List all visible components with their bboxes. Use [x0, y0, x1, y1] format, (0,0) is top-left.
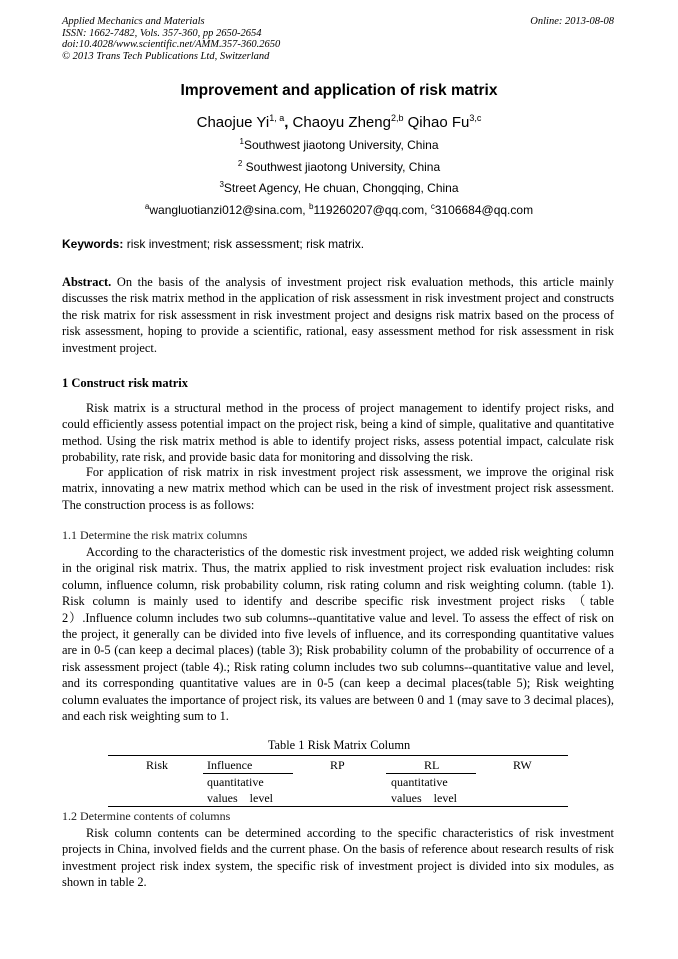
rl-subrule	[386, 773, 476, 774]
table-subheader: values level	[391, 791, 457, 805]
table-top-rule	[108, 755, 568, 756]
affil-sup: 3	[219, 180, 224, 189]
online-date: Online: 2013-08-08	[530, 16, 614, 27]
paragraph: For application of risk matrix in risk investment project risk assessment, we improve the original risk matrix, innovating a new matrix method which can be used in the risk of investment project risk assessment. The construction process is as follows:	[62, 465, 614, 512]
copyright-line: © 2013 Trans Tech Publications Ltd, Switzerland	[62, 50, 270, 62]
subsection-heading: 1.2 Determine contents of columns	[62, 809, 231, 823]
paper-title: Improvement and application of risk matrix	[180, 82, 498, 99]
affiliation-3	[0, 181, 678, 195]
table-subheader: quantitative	[391, 775, 448, 789]
email-text: wangluotianzi012@sina.com,	[149, 203, 309, 217]
table-subheader: values level	[207, 791, 273, 805]
author-name: Chaoyu Zheng	[292, 114, 391, 131]
table-header-risk: Risk	[146, 758, 169, 772]
journal-name: Applied Mechanics and Materials	[62, 16, 205, 27]
affiliation-1	[0, 138, 678, 152]
affil-text: Southwest jiaotong University, China	[243, 138, 439, 152]
section-heading: 1 Construct risk matrix	[62, 376, 189, 390]
table-caption: Table 1 Risk Matrix Column	[267, 738, 411, 752]
table-header-rw: RW	[513, 758, 532, 772]
table-header-influence: Influence	[207, 758, 253, 772]
subsection-heading: 1.1 Determine the risk matrix columns	[62, 528, 248, 542]
paragraph: Risk column contents can be determined according to the specific characteristics of risk investment projects in China, involved fields and the current phase. On the basis of reference about research results of risk investment project risk index system, the specific risk of investment project is divided into six modules, as shown in table 2.	[62, 826, 614, 890]
email-sup: b	[308, 202, 314, 211]
keywords-text: risk investment; risk assessment; risk matrix.	[123, 237, 365, 251]
abstract-text: On the basis of the analysis of investment project risk evaluation methods, this article mainly discusses the risk matrix method in the application of risk assessment in risk investment project and constructs the risk matrix for risk assessment in risk investment project and designs risk matrix based on the process of risk assessment, hoping to provide a scientific, rational, easy assessment method for risk assessment in risk investment project.	[62, 275, 614, 355]
table-header-rl: RL	[424, 758, 440, 772]
author-name: Chaojue Yi	[196, 114, 270, 131]
email-sup: c	[430, 202, 435, 211]
affil-text: Street Agency, He chuan, Chongqing, China	[223, 181, 459, 195]
abstract-label: Abstract.	[62, 275, 112, 289]
paragraph: Risk matrix is a structural method in the process of project management to identify project risks, and could efficiently assess potential impact on the project risk, being a kind of simple, qualitative and quantitative method. Using the risk matrix method is able to identify project risks, assess potential impact, calculate risk probability, rate risk, and provide basic data for monitoring and dissolving the risk.	[62, 401, 614, 465]
table-bottom-rule	[108, 806, 568, 807]
paragraph: According to the characteristics of the domestic risk investment project, we added risk weighting column in the original risk matrix. Thus, the matrix applied to risk investment project risk evaluation includes: risk column, influence column, risk probability column, risk rating column and risk weighting column. (table 1). Risk column is mainly used to identify and describe specific risk investment project risks （table 2）.Influence column includes two sub columns--quantitative value and level. To assess the effect of risk on the project, it generally can be divided into five levels of influence, and its corresponding quantitative values are in 0-5 (can keep a decimal places) (table 3); Risk probability column of the probability of occurrence of a risk assessment project (table 4).; Risk rating column includes two sub columns--quantitative value and level, and its corresponding quantitative values are in 0-5 (can keep a decimal places(table 5); Risk weighting column evaluates the importance of project risk, its values are between 0 and 1 (may save to 3 decimal places), and each risk weighting sum to 1.	[62, 545, 614, 724]
affil-sup: 1	[239, 137, 244, 146]
email-sup: a	[144, 202, 150, 211]
affiliation-2	[0, 160, 678, 174]
abstract	[62, 274, 614, 356]
email-line	[0, 203, 678, 217]
issn-line: ISSN: 1662-7482, Vols. 357-360, pp 2650-2654	[62, 27, 262, 39]
email-text: 3106684@qq.com	[434, 203, 534, 217]
author-affil-sup: 2,b	[390, 113, 404, 123]
email-text: 119260207@qq.com,	[313, 203, 431, 217]
keywords	[62, 237, 614, 251]
keywords-label: Keywords:	[62, 237, 124, 251]
author-affil-sup: 1, a	[269, 113, 285, 123]
influence-subrule	[203, 773, 293, 774]
author-separator: ,	[284, 114, 293, 131]
doi-line: doi:10.4028/www.scientific.net/AMM.357-360.2650	[62, 39, 281, 50]
affil-sup: 2	[237, 159, 243, 168]
affil-text: Southwest jiaotong University, China	[242, 160, 441, 174]
table-subheader: quantitative	[207, 775, 264, 789]
journal-header	[62, 16, 614, 62]
table-header-rp: RP	[330, 758, 345, 772]
author-name: Qihao Fu	[407, 114, 470, 131]
author-line	[0, 114, 678, 131]
author-affil-sup: 3,c	[469, 113, 482, 123]
